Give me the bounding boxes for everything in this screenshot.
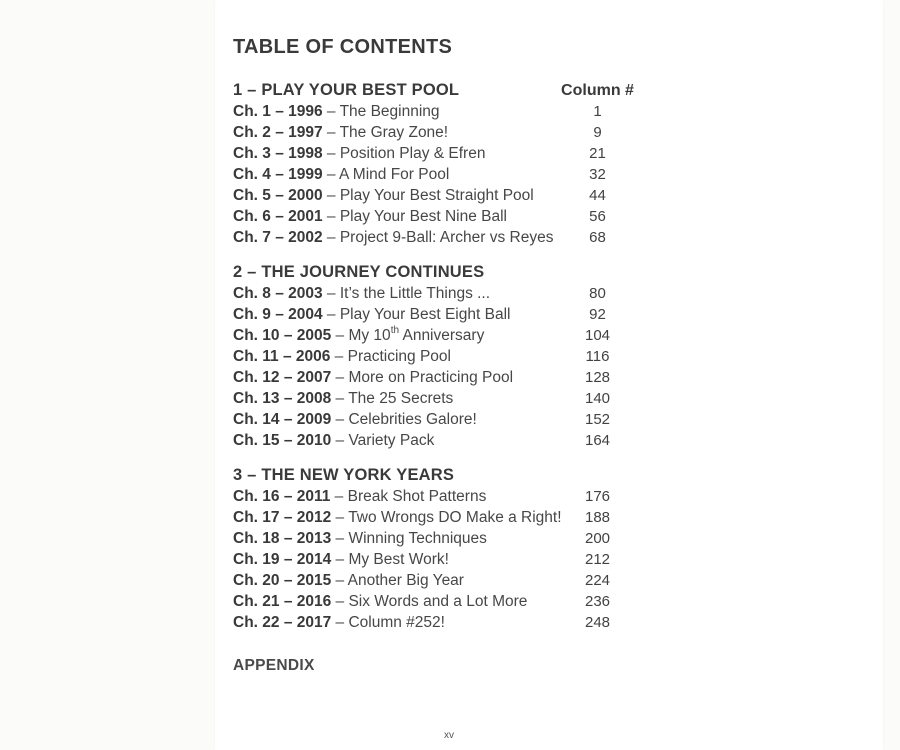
entry-title: More on Practicing Pool: [348, 369, 514, 386]
section-header-row: [233, 80, 673, 101]
chapter-label: Ch. 18 – 2013: [233, 530, 332, 547]
toc-entry: [233, 528, 673, 549]
page-number: xv: [444, 730, 454, 741]
section-heading: 3 – THE NEW YORK YEARS: [233, 466, 455, 484]
chapter-label: Ch. 4 – 1999: [233, 166, 323, 183]
column-number: 188: [584, 509, 611, 526]
toc-entry: [233, 185, 673, 206]
separator: –: [331, 572, 348, 589]
entry-title: Winning Techniques: [348, 530, 487, 547]
chapter-label: Ch. 21 – 2016: [233, 593, 332, 610]
entry-text: [233, 551, 449, 568]
entry-text: [233, 187, 534, 204]
entry-text: [233, 208, 507, 225]
entry-title: Six Words and a Lot More: [348, 593, 528, 610]
separator: –: [322, 306, 340, 323]
separator: –: [330, 488, 348, 505]
entry-text: [233, 166, 449, 183]
entry-title: The Beginning: [339, 103, 440, 120]
column-number: 9: [593, 124, 602, 141]
column-number: 44: [589, 187, 606, 204]
chapter-label: Ch. 8 – 2003: [233, 285, 323, 302]
entry-title: The Gray Zone!: [339, 124, 449, 141]
entry-text: [233, 530, 487, 547]
toc-entry: [233, 507, 673, 528]
chapter-label: Ch. 10 – 2005: [233, 327, 332, 344]
column-number: 1: [593, 103, 602, 120]
separator: –: [331, 432, 349, 449]
toc-entry: [233, 430, 673, 451]
chapter-label: Ch. 3 – 1998: [233, 145, 323, 162]
scanned-page: [215, 0, 883, 750]
entry-title: My Best Work!: [348, 551, 449, 568]
column-number: 104: [584, 327, 611, 344]
superscript: th: [390, 324, 400, 336]
separator: –: [331, 551, 349, 568]
toc-entry: [233, 388, 673, 409]
entry-title: Practicing Pool: [347, 348, 451, 365]
toc-entry: [233, 122, 673, 143]
column-number: 21: [589, 145, 606, 162]
toc-content: [233, 36, 673, 676]
appendix-heading: APPENDIX: [233, 657, 315, 674]
entry-title: Play Your Best Eight Ball: [339, 306, 511, 323]
column-number: 56: [589, 208, 606, 225]
separator: –: [322, 103, 340, 120]
entry-title: Play Your Best Nine Ball: [339, 208, 507, 225]
separator: –: [331, 411, 349, 428]
column-number: 80: [589, 285, 606, 302]
section-header-row: [233, 465, 673, 486]
entry-title: A Mind For Pool: [339, 166, 450, 183]
chapter-label: Ch. 6 – 2001: [233, 208, 323, 225]
chapter-label: Ch. 2 – 1997: [233, 124, 323, 141]
separator: –: [322, 208, 340, 225]
toc-sections: [233, 80, 673, 633]
entry-title: Play Your Best Straight Pool: [339, 187, 534, 204]
toc-entry: [233, 143, 673, 164]
separator: –: [331, 530, 349, 547]
entry-title: Position Play & Efren: [339, 145, 486, 162]
toc-entry: [233, 283, 673, 304]
separator: –: [322, 229, 340, 246]
chapter-label: Ch. 19 – 2014: [233, 551, 332, 568]
separator: –: [330, 348, 348, 365]
column-number: 200: [584, 530, 611, 547]
separator: –: [331, 327, 349, 344]
page-title: TABLE OF CONTENTS: [233, 36, 453, 58]
separator: –: [322, 166, 339, 183]
toc-section: [233, 80, 673, 248]
column-number: 248: [584, 614, 611, 631]
chapter-label: Ch. 22 – 2017: [233, 614, 332, 631]
entry-title: The 25 Secrets: [348, 390, 454, 407]
entry-text: [233, 103, 440, 120]
entry-title: Variety Pack: [348, 432, 435, 449]
section-heading: 1 – PLAY YOUR BEST POOL: [233, 81, 460, 99]
chapter-label: Ch. 7 – 2002: [233, 229, 323, 246]
toc-entry: [233, 367, 673, 388]
entry-title: Break Shot Patterns: [347, 488, 487, 505]
entry-text: [233, 432, 434, 449]
column-number: 236: [584, 593, 611, 610]
column-number: 68: [589, 229, 606, 246]
separator: –: [331, 614, 349, 631]
separator: –: [331, 509, 349, 526]
column-number: 116: [585, 348, 610, 365]
entry-text: [233, 124, 448, 141]
separator: –: [331, 593, 349, 610]
entry-title: It’s the Little Things ...: [339, 285, 491, 302]
separator: –: [331, 390, 349, 407]
chapter-label: Ch. 16 – 2011: [233, 488, 331, 505]
entry-text: [233, 411, 477, 428]
entry-text: [233, 324, 485, 344]
chapter-label: Ch. 17 – 2012: [233, 509, 332, 526]
entry-text: [233, 593, 527, 610]
entry-title: My 10th Anniversary: [348, 324, 485, 344]
column-number: 92: [589, 306, 606, 323]
column-number: 32: [589, 166, 606, 183]
entry-title: Column #252!: [348, 614, 445, 631]
toc-section: [233, 465, 673, 633]
entry-text: [233, 348, 451, 365]
column-number: 212: [584, 551, 611, 568]
entry-text: [233, 572, 464, 589]
chapter-label: Ch. 20 – 2015: [233, 572, 332, 589]
separator: –: [331, 369, 349, 386]
entry-title: Project 9-Ball: Archer vs Reyes: [339, 229, 554, 246]
toc-entry: [233, 409, 673, 430]
toc-entry: [233, 227, 673, 248]
chapter-label: Ch. 5 – 2000: [233, 187, 323, 204]
toc-entry: [233, 549, 673, 570]
separator: –: [322, 145, 340, 162]
separator: –: [322, 124, 340, 141]
entry-text: [233, 614, 445, 631]
column-number: 224: [584, 572, 611, 589]
section-header-row: [233, 262, 673, 283]
toc-entry: [233, 486, 673, 507]
toc-entry: [233, 304, 673, 325]
entry-title: Two Wrongs DO Make a Right!: [348, 509, 562, 526]
entry-text: [233, 488, 486, 505]
toc-entry: [233, 164, 673, 185]
entry-text: [233, 145, 485, 162]
entry-text: [233, 306, 510, 323]
entry-title: Celebrities Galore!: [348, 411, 477, 428]
toc-entry: [233, 206, 673, 227]
toc-section: [233, 262, 673, 451]
entry-text: [233, 369, 513, 386]
toc-entry: [233, 570, 673, 591]
chapter-label: Ch. 14 – 2009: [233, 411, 332, 428]
chapter-label: Ch. 9 – 2004: [233, 306, 323, 323]
column-number-header: Column #: [561, 82, 634, 99]
column-number: 152: [584, 411, 611, 428]
section-heading: 2 – THE JOURNEY CONTINUES: [233, 263, 485, 281]
chapter-label: Ch. 1 – 1996: [233, 103, 323, 120]
chapter-label: Ch. 15 – 2010: [233, 432, 332, 449]
toc-entry: [233, 591, 673, 612]
toc-entry: [233, 612, 673, 633]
toc-entry: [233, 346, 673, 367]
chapter-label: Ch. 11 – 2006: [233, 348, 331, 365]
entry-text: [233, 285, 490, 302]
chapter-label: Ch. 13 – 2008: [233, 390, 332, 407]
toc-entry: [233, 101, 673, 122]
chapter-label: Ch. 12 – 2007: [233, 369, 332, 386]
column-number: 128: [584, 369, 611, 386]
separator: –: [322, 285, 340, 302]
column-number: 176: [584, 488, 611, 505]
column-number: 164: [584, 432, 611, 449]
toc-entry: [233, 325, 673, 346]
entry-text: [233, 229, 553, 246]
entry-text: [233, 509, 562, 526]
column-number: 140: [584, 390, 611, 407]
entry-title: Another Big Year: [347, 572, 464, 589]
entry-text: [233, 390, 453, 407]
separator: –: [322, 187, 340, 204]
